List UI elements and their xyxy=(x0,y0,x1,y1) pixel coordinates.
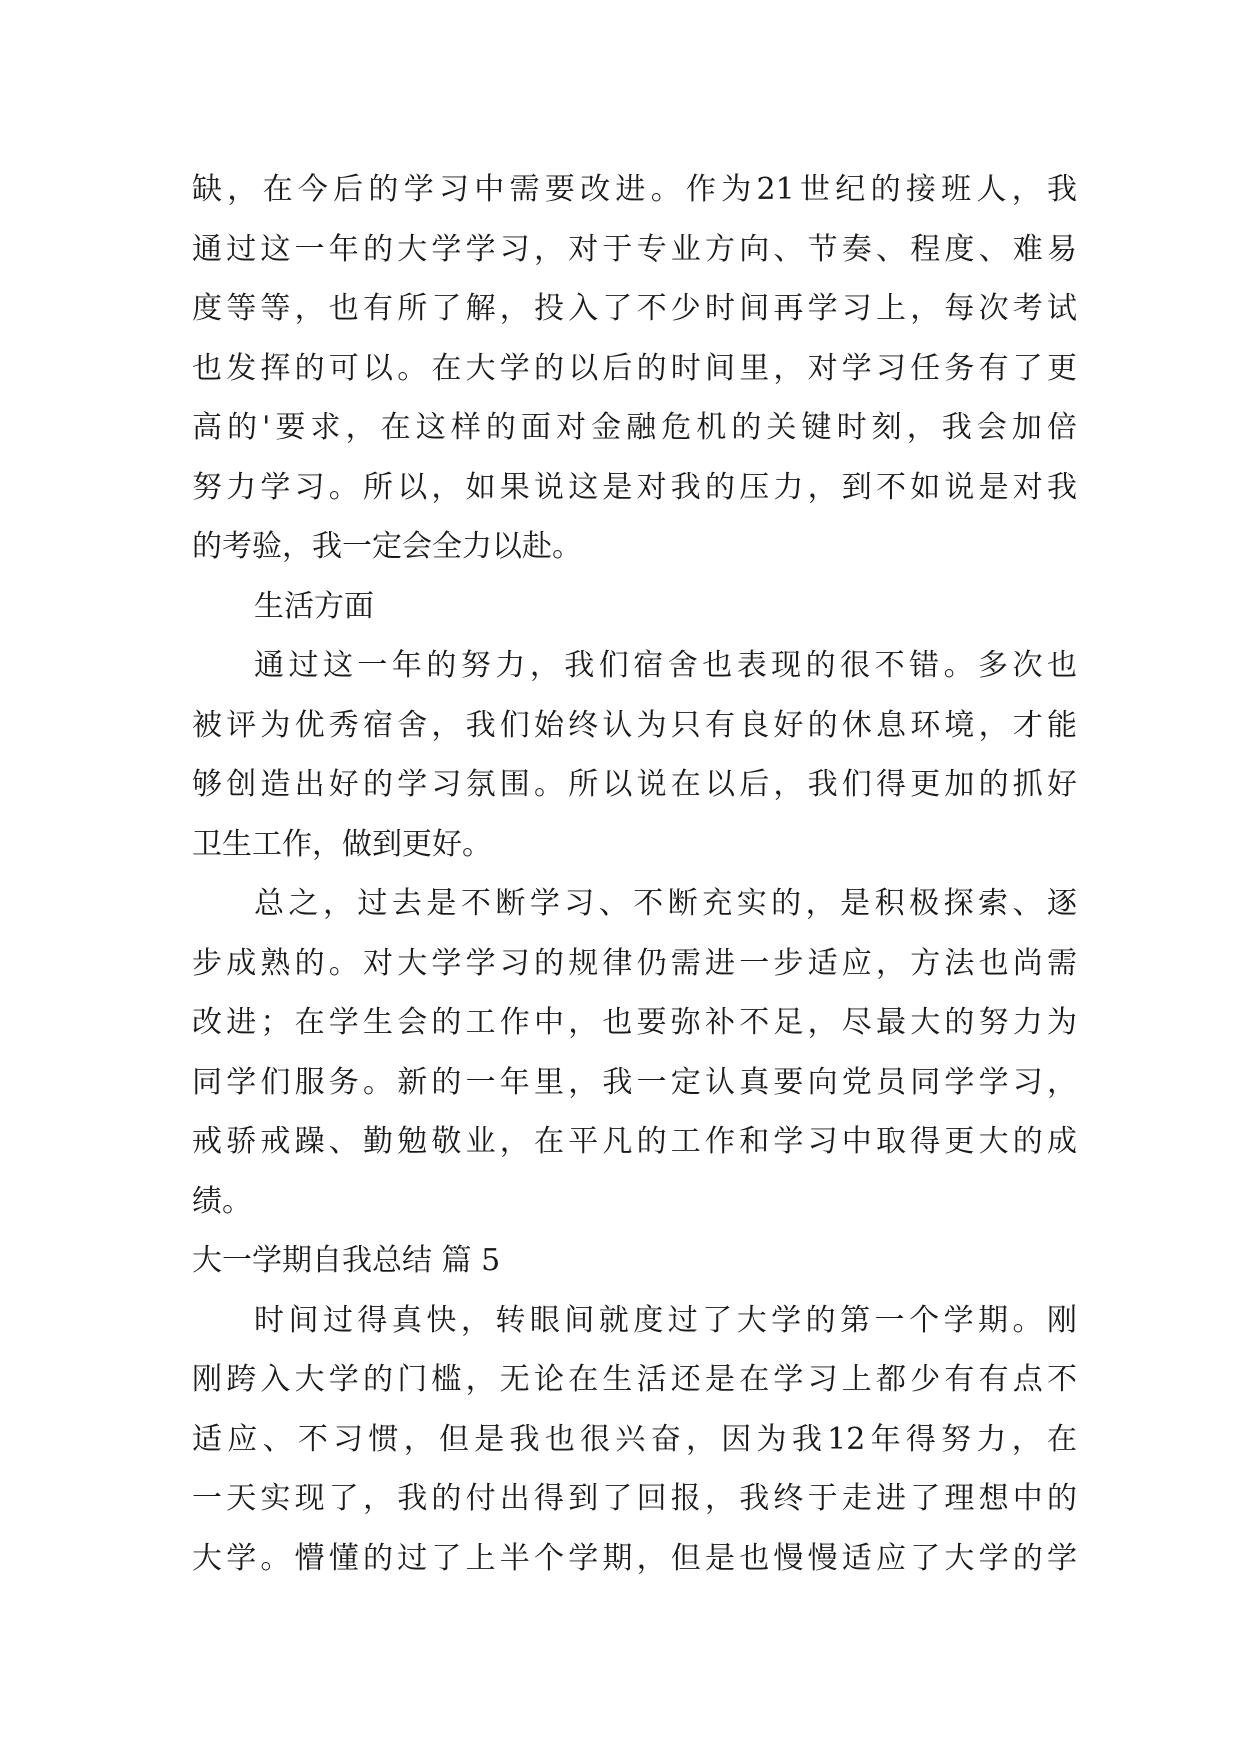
text-line: 同学们服务。新的一年里，我一定认真要向党员同学学习， xyxy=(192,1064,1077,1100)
text-line: 适应、不习惯，但是我也很兴奋，因为我12年得努力，在 xyxy=(192,1421,1077,1457)
text-line: 步成熟的。对大学学习的规律仍需进一步适应，方法也尚需 xyxy=(192,945,1077,981)
text-line: 缺，在今后的学习中需要改进。作为21世纪的接班人，我 xyxy=(192,172,1077,207)
text-line: 总之，过去是不断学习、不断充实的，是积极探索、逐 xyxy=(254,886,1077,921)
document-body xyxy=(192,160,1077,1588)
text-line: 时间过得真快，转眼间就度过了大学的第一个学期。刚 xyxy=(254,1302,1077,1338)
text-line: 大学。懵懂的过了上半个学期，但是也慢慢适应了大学的学 xyxy=(192,1540,1077,1576)
text-line: 够创造出好的学习氛围。所以说在以后，我们得更加的抓好 xyxy=(192,767,1077,802)
text-line: 大一学期自我总结 篇 5 xyxy=(192,1243,501,1278)
text-line: 刚跨入大学的门槛，无论在生活还是在学习上都少有有点不 xyxy=(192,1362,1077,1397)
text-line: 努力学习。所以，如果说这是对我的压力，到不如说是对我 xyxy=(192,469,1077,505)
text-line: 被评为优秀宿舍，我们始终认为只有良好的休息环境，才能 xyxy=(192,707,1077,743)
text-line: 改进；在学生会的工作中，也要弥补不足，尽最大的努力为 xyxy=(192,1005,1077,1040)
text-line: 绩。 xyxy=(192,1183,252,1219)
text-line: 卫生工作，做到更好。 xyxy=(192,826,492,862)
text-line: 也发挥的可以。在大学的以后的时间里，对学习任务有了更 xyxy=(192,350,1077,386)
text-line: 戒骄戒躁、勤勉敬业，在平凡的工作和学习中取得更大的成 xyxy=(192,1124,1077,1159)
text-line: 的考验，我一定会全力以赴。 xyxy=(192,529,582,564)
text-line: 度等等，也有所了解，投入了不少时间再学习上，每次考试 xyxy=(192,291,1077,326)
text-line: 通过这一年的大学学习，对于专业方向、节奏、程度、难易 xyxy=(192,231,1077,267)
text-line: 通过这一年的努力，我们宿舍也表现的很不错。多次也 xyxy=(254,648,1077,683)
text-line: 一天实现了，我的付出得到了回报，我终于走进了理想中的 xyxy=(192,1481,1077,1516)
text-line: 高的'要求，在这样的面对金融危机的关键时刻，我会加倍 xyxy=(192,410,1077,445)
text-line: 生活方面 xyxy=(254,588,374,624)
